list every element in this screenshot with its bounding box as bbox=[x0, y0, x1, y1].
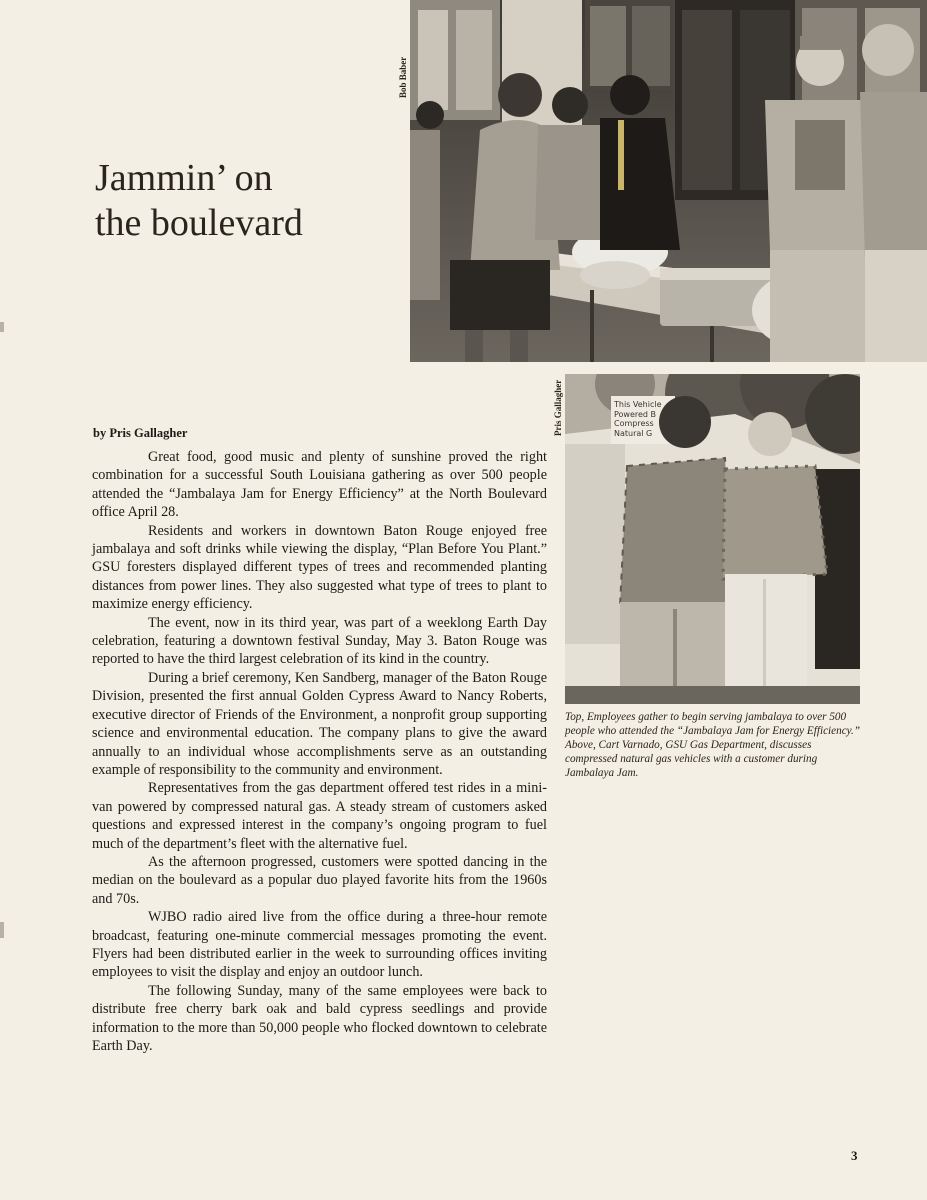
title-line-1: Jammin’ on bbox=[95, 157, 273, 199]
article-paragraph: During a brief ceremony, Ken Sandberg, manager of the Baton Rouge Division, presented the first annual Golden Cypress Award to Nancy Roberts, executive director of Friends of the Environment, a nonprofit group supporting science and environmental education. The company plans to give the award annually to an individual whose accomplishments serve as an outstanding example of responsibility to the community and environment. bbox=[92, 669, 547, 778]
cng-van-photo bbox=[565, 374, 860, 704]
van-sign-text bbox=[614, 400, 674, 438]
bottom-photo-credit: Pris Gallagher bbox=[553, 379, 563, 436]
byline: by Pris Gallagher bbox=[93, 426, 188, 440]
left-edge-mark bbox=[0, 922, 4, 938]
van-sign-line: Compress bbox=[614, 419, 654, 428]
article-paragraph: The event, now in its third year, was part of a weeklong Earth Day celebration, featuring a downtown festival Sunday, May 3. Baton Rouge was reported to have the third largest celebration of its kind in the country. bbox=[92, 614, 547, 668]
article-body bbox=[92, 448, 547, 1055]
van-sign-line: Powered B bbox=[614, 409, 657, 419]
article-paragraph: Great food, good music and plenty of sunshine proved the right combination for a successful South Louisiana gathering as over 500 people attended the “Jambalaya Jam for Energy Efficiency” at the North Boulevard office April 28. bbox=[92, 449, 547, 521]
top-photo-credit: Bob Baber bbox=[398, 56, 408, 98]
van-sign-line: This Vehicle bbox=[614, 400, 662, 409]
photo-caption: Top, Employees gather to begin serving jambalaya to over 500 people who attended the “Jambalaya Jam for Energy Efficiency.” Above, Cart Varnado, GSU Gas Department, discusses compressed natural gas vehicles with a customer during Jambalaya Jam. bbox=[565, 711, 861, 779]
jambalaya-serving-photo bbox=[410, 0, 927, 362]
article-title bbox=[95, 156, 395, 246]
title-line-2: the boulevard bbox=[95, 202, 303, 244]
page-number: 3 bbox=[851, 1148, 858, 1163]
left-edge-mark bbox=[0, 322, 4, 332]
article-paragraph: WJBO radio aired live from the office during a three-hour remote broadcast, featuring one-minute commercial messages promoting the event. Flyers had been distributed earlier in the week to surrounding offices inviting employees to visit the display and enjoy an outdoor lunch. bbox=[92, 909, 547, 981]
van-sign-line: Natural G bbox=[614, 428, 653, 438]
article-paragraph: Residents and workers in downtown Baton Rouge enjoyed free jambalaya and soft drinks while viewing the display, “Plan Before You Plant.” GSU foresters displayed different types of trees and recommended planting distances from power lines. They also suggested what type of trees to plant to maximize energy efficiency. bbox=[92, 522, 547, 613]
article-paragraph: As the afternoon progressed, customers were spotted dancing in the median on the boulevard as a popular duo played favorite hits from the 1960s and 70s. bbox=[92, 853, 547, 907]
article-paragraph: The following Sunday, many of the same employees were back to distribute free cherry bark oak and bald cypress seedlings and provide information to the more than 50,000 people who flocked downtown to celebrate Earth Day. bbox=[92, 982, 547, 1054]
article-paragraph: Representatives from the gas department offered test rides in a mini-van powered by compressed natural gas. A steady stream of customers asked questions and expressed interest in the company’s ongoing program to fuel much of the department’s fleet with the alternative fuel. bbox=[92, 780, 547, 852]
